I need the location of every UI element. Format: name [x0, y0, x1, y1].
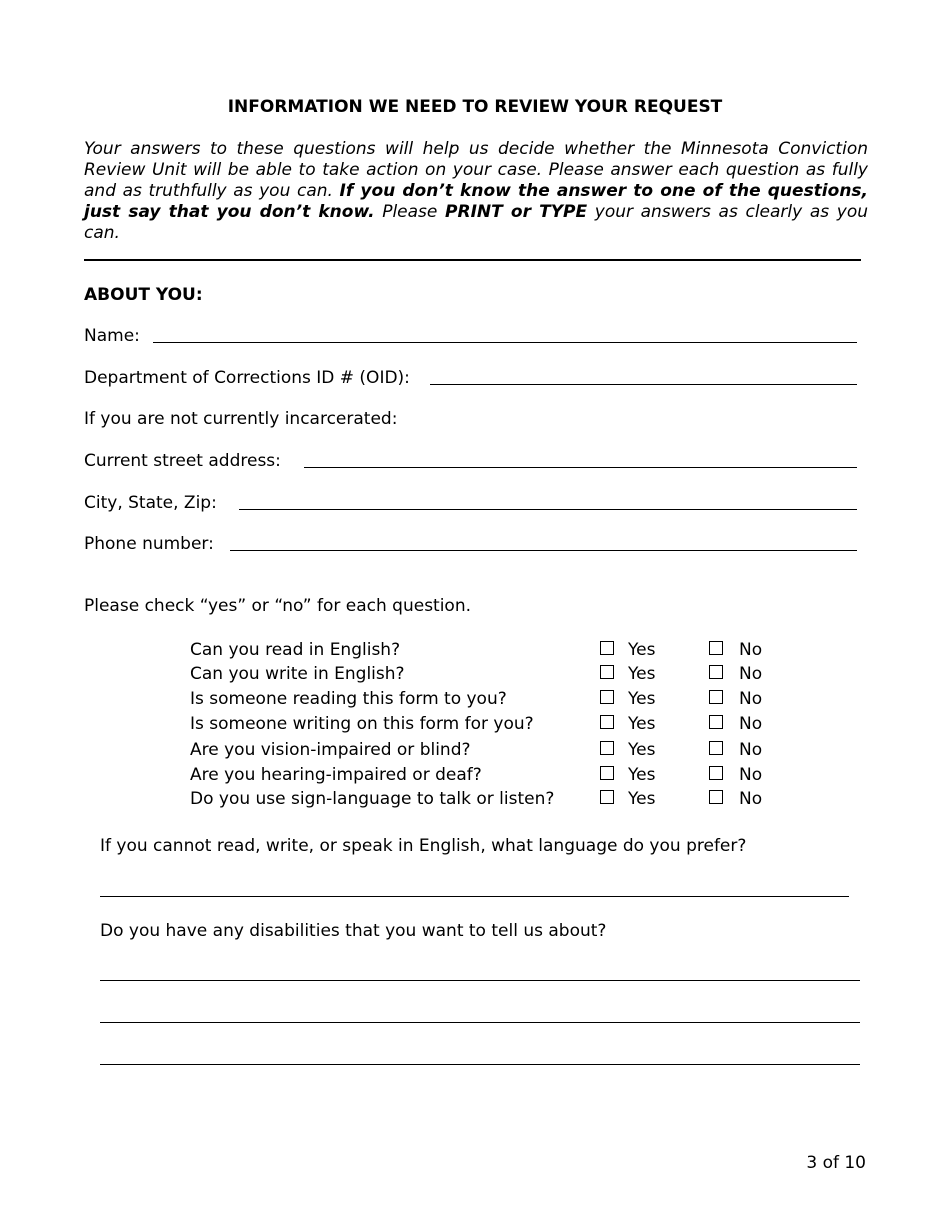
no-checkbox[interactable]	[709, 790, 723, 804]
no-label: No	[739, 640, 763, 660]
question-row	[190, 664, 770, 686]
yes-label: Yes	[628, 765, 656, 785]
language-question: If you cannot read, write, or speak in English, what language do you prefer?	[100, 836, 747, 856]
disability-answer-line[interactable]	[100, 1022, 860, 1023]
city-input-line[interactable]	[239, 508, 857, 510]
intro-text-2: Please	[382, 202, 438, 222]
question-row	[190, 740, 770, 762]
language-answer-line[interactable]	[100, 896, 849, 897]
no-label: No	[739, 765, 763, 785]
yes-label: Yes	[628, 640, 656, 660]
question-row	[190, 640, 770, 662]
no-checkbox[interactable]	[709, 741, 723, 755]
yes-checkbox[interactable]	[600, 790, 614, 804]
address-label: Current street address:	[84, 451, 281, 471]
intro-text-3: your answers as clearly as you can.	[84, 202, 869, 243]
about-you-heading: ABOUT YOU:	[84, 285, 203, 305]
disability-answer-line[interactable]	[100, 1064, 860, 1065]
question-row	[190, 789, 770, 811]
yes-checkbox[interactable]	[600, 741, 614, 755]
question-text: Do you use sign-language to talk or listen?	[190, 789, 555, 809]
phone-field	[84, 534, 857, 554]
question-row	[190, 689, 770, 711]
question-row	[190, 765, 770, 787]
oid-field	[84, 368, 857, 388]
no-checkbox[interactable]	[709, 690, 723, 704]
yes-label: Yes	[628, 740, 656, 760]
yes-checkbox[interactable]	[600, 641, 614, 655]
yes-checkbox[interactable]	[600, 690, 614, 704]
no-checkbox[interactable]	[709, 665, 723, 679]
no-checkbox[interactable]	[709, 641, 723, 655]
no-label: No	[739, 740, 763, 760]
page-title: INFORMATION WE NEED TO REVIEW YOUR REQUEST	[227, 97, 723, 117]
disability-question: Do you have any disabilities that you want to tell us about?	[100, 921, 607, 941]
page-number: 3 of 10	[806, 1153, 866, 1173]
intro-bold-2: PRINT or TYPE	[445, 202, 588, 222]
not-incarcerated-label: If you are not currently incarcerated:	[84, 409, 398, 429]
city-label: City, State, Zip:	[84, 493, 217, 513]
yes-checkbox[interactable]	[600, 715, 614, 729]
oid-input-line[interactable]	[430, 383, 857, 385]
no-checkbox[interactable]	[709, 766, 723, 780]
intro-paragraph	[84, 139, 868, 244]
name-field	[84, 326, 857, 346]
yes-label: Yes	[628, 664, 656, 684]
phone-input-line[interactable]	[230, 549, 857, 551]
yes-checkbox[interactable]	[600, 665, 614, 679]
city-field	[84, 493, 857, 513]
question-text: Can you read in English?	[190, 640, 401, 660]
phone-label: Phone number:	[84, 534, 214, 554]
oid-label: Department of Corrections ID # (OID):	[84, 368, 410, 388]
checklist-instruction: Please check “yes” or “no” for each question.	[84, 596, 472, 616]
no-label: No	[739, 689, 763, 709]
question-text: Is someone writing on this form for you?	[190, 714, 534, 734]
intro-text-1: Your answers to these questions will help us decide whether the Minnesota Conviction Review Unit will be able to take action on your case. Please answer each question as fully and as truthfully as you can.	[84, 139, 868, 201]
disability-answer-line[interactable]	[100, 980, 860, 981]
no-label: No	[739, 664, 763, 684]
question-text: Are you hearing-impaired or deaf?	[190, 765, 482, 785]
question-text: Are you vision-impaired or blind?	[190, 740, 471, 760]
no-label: No	[739, 789, 763, 809]
address-input-line[interactable]	[304, 466, 857, 468]
question-text: Can you write in English?	[190, 664, 405, 684]
section-divider	[84, 259, 861, 261]
address-field	[84, 451, 857, 471]
name-input-line[interactable]	[153, 341, 857, 343]
question-row	[190, 714, 770, 736]
name-label: Name:	[84, 326, 140, 346]
no-label: No	[739, 714, 763, 734]
intro-bold-1: If you don’t know the answer to one of the questions, just say that you don’t know.	[84, 181, 868, 222]
yes-label: Yes	[628, 689, 656, 709]
yes-checkbox[interactable]	[600, 766, 614, 780]
yes-label: Yes	[628, 789, 656, 809]
no-checkbox[interactable]	[709, 715, 723, 729]
yes-label: Yes	[628, 714, 656, 734]
question-text: Is someone reading this form to you?	[190, 689, 507, 709]
